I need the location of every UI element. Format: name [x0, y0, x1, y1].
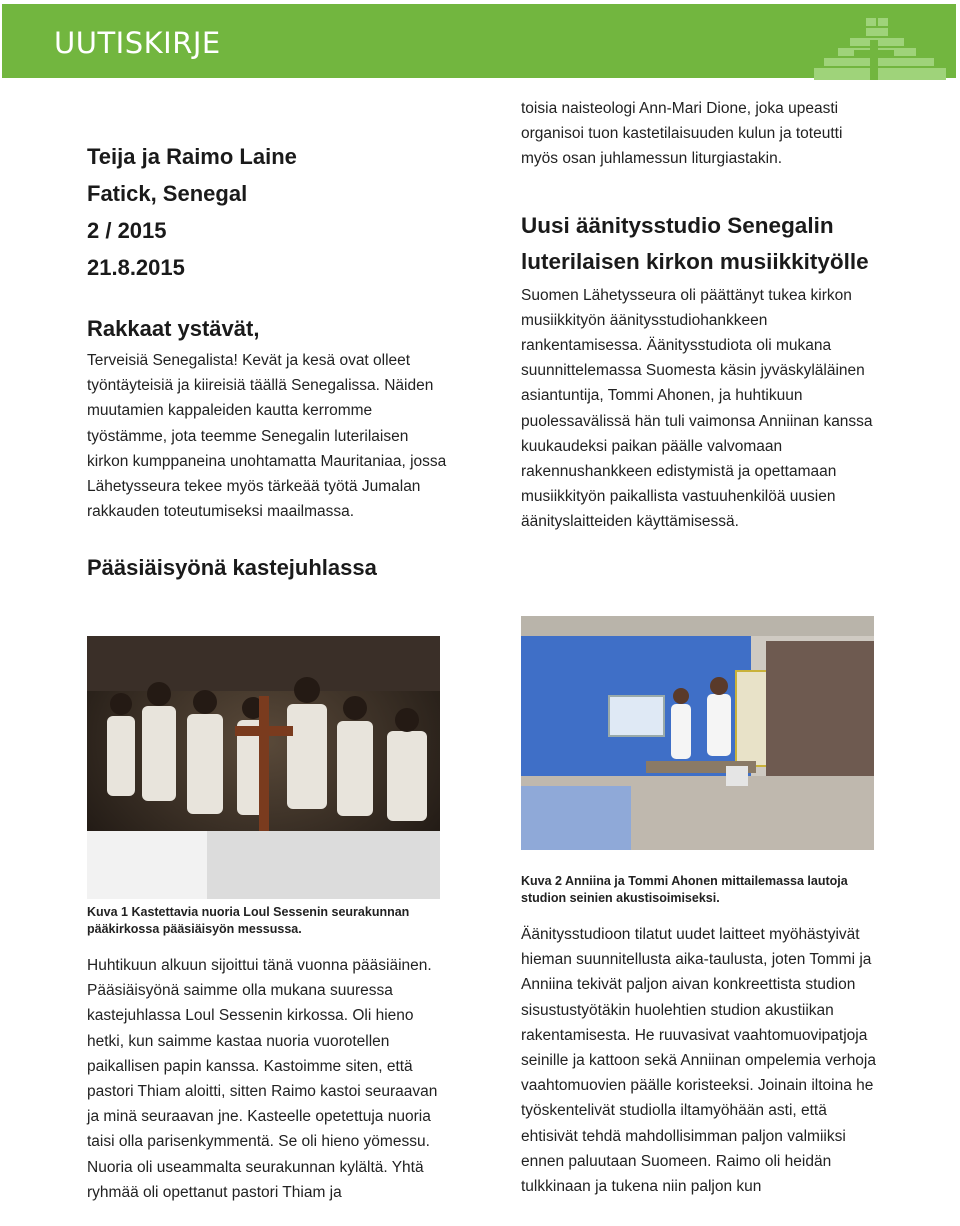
article2-heading: Uusi äänitysstudio Senegalin luterilaisen kirkon musiikkityölle	[521, 212, 869, 275]
photo1-caption: Kuva 1 Kastettavia nuoria Loul Sessenin seurakunnan pääkirkossa pääsiäisyön messussa.	[87, 905, 410, 936]
article2-intro: Suomen Lähetysseura oli päättänyt tukea kirkon musiikkityön äänitysstudiohankkeen rankentamisessa. Äänitysstudiota oli mukana suunnittelemassa Suomesta käsin jyväskyläläinen asiantuntija, Tommi Ahonen, ja huhtikuun puolessavälissä hän tuli vaimonsa Anniinan kanssa kuukaudeksi paikan päälle valvomaan rakennushankkeen edistymistä ja opettamaan musiikkityön paikallista vastuuhenkilöä uusien äänityslaitteiden käyttämisessä.	[521, 286, 873, 531]
article1-body: Huhtikuun alkuun sijoittui tänä vuonna pääsiäinen. Pääsiäisyönä saimme olla mukana suuressa kastejuhlassa Loul Sessenin kirkossa. Oli hieno hetki, kun saimme kastaa nuoria vuorotellen paikallisen papin kanssa. Kastoimme siten, että pastori Thiam aloitti, sitten Raimo kastoi seuraavan ja minä seuraavan jne. Kasteelle opetettuja nuoria taisi olla parisenkymmentä. Se oli hieno yömessu. Nuoria oli useammalta seurakunnan kylältä. Yhtä ryhmää oli opettanut pastori Thiam ja	[87, 957, 438, 1201]
location: Fatick, Senegal	[87, 181, 248, 206]
header-banner	[2, 4, 956, 78]
authors: Teija ja Raimo Laine	[87, 144, 297, 169]
studio-photo	[521, 616, 874, 850]
issue-date: 21.8.2015	[87, 255, 185, 280]
cross-pixel-logo-icon	[810, 18, 950, 80]
issue-number: 2 / 2015	[87, 218, 167, 243]
article2-body: Äänitysstudioon tilatut uudet laitteet myöhästyivät hieman suunnitellusta aika-taulusta, joten Tommi ja Anniina tekivät paljon aivan konkreettista studion sisustustyötäkin huolehtien studion akustiikan rakentamisesta. He ruuvasivat vaahtomuovipatjoja seinille ja kattoon sekä Anniinan ompelemia verhoja vaahtomuovien päälle koristeeksi. Joinain iltoina he työskentelivät studiolla iltamyöhään asti, että ehtisivät tehdä mahdollisimman paljon valmiiksi ennen paluutaan Suomeen. Raimo oli heidän tulkkinaan ja tukena niin paljon kun	[521, 926, 876, 1196]
greeting-heading: Rakkaat ystävät,	[87, 316, 260, 341]
newsletter-title: UUTISKIRJE	[54, 26, 221, 60]
baptism-photo	[87, 636, 440, 899]
greeting-text: Terveisiä Senegalista! Kevät ja kesä ovat olleet työntäyteisiä ja kiireisiä täällä Senegalissa. Näiden muutamien kappaleiden kautta kerromme työstämme, jota teemme Senegalin luterilaisen kirkon kumppaneina unohtamatta Mauritaniaa, jossa Lähetysseura tekee myös tärkeää työtä Jumalan rakkauden toteutumiseksi maailmassa.	[87, 352, 447, 521]
article1-continued: toisia naisteologi Ann-Mari Dione, joka upeasti organisoi tuon kastetilaisuuden kulun ja toteutti myös osan juhlamessun liturgiastakin.	[521, 100, 843, 168]
right-column	[521, 96, 881, 535]
article1-heading: Pääsiäisyönä kastejuhlassa	[87, 555, 377, 581]
photo2-caption: Kuva 2 Anniina ja Tommi Ahonen mittailemassa lautoja studion seinien akustisoimiseksi.	[521, 874, 848, 905]
left-column	[87, 138, 447, 589]
